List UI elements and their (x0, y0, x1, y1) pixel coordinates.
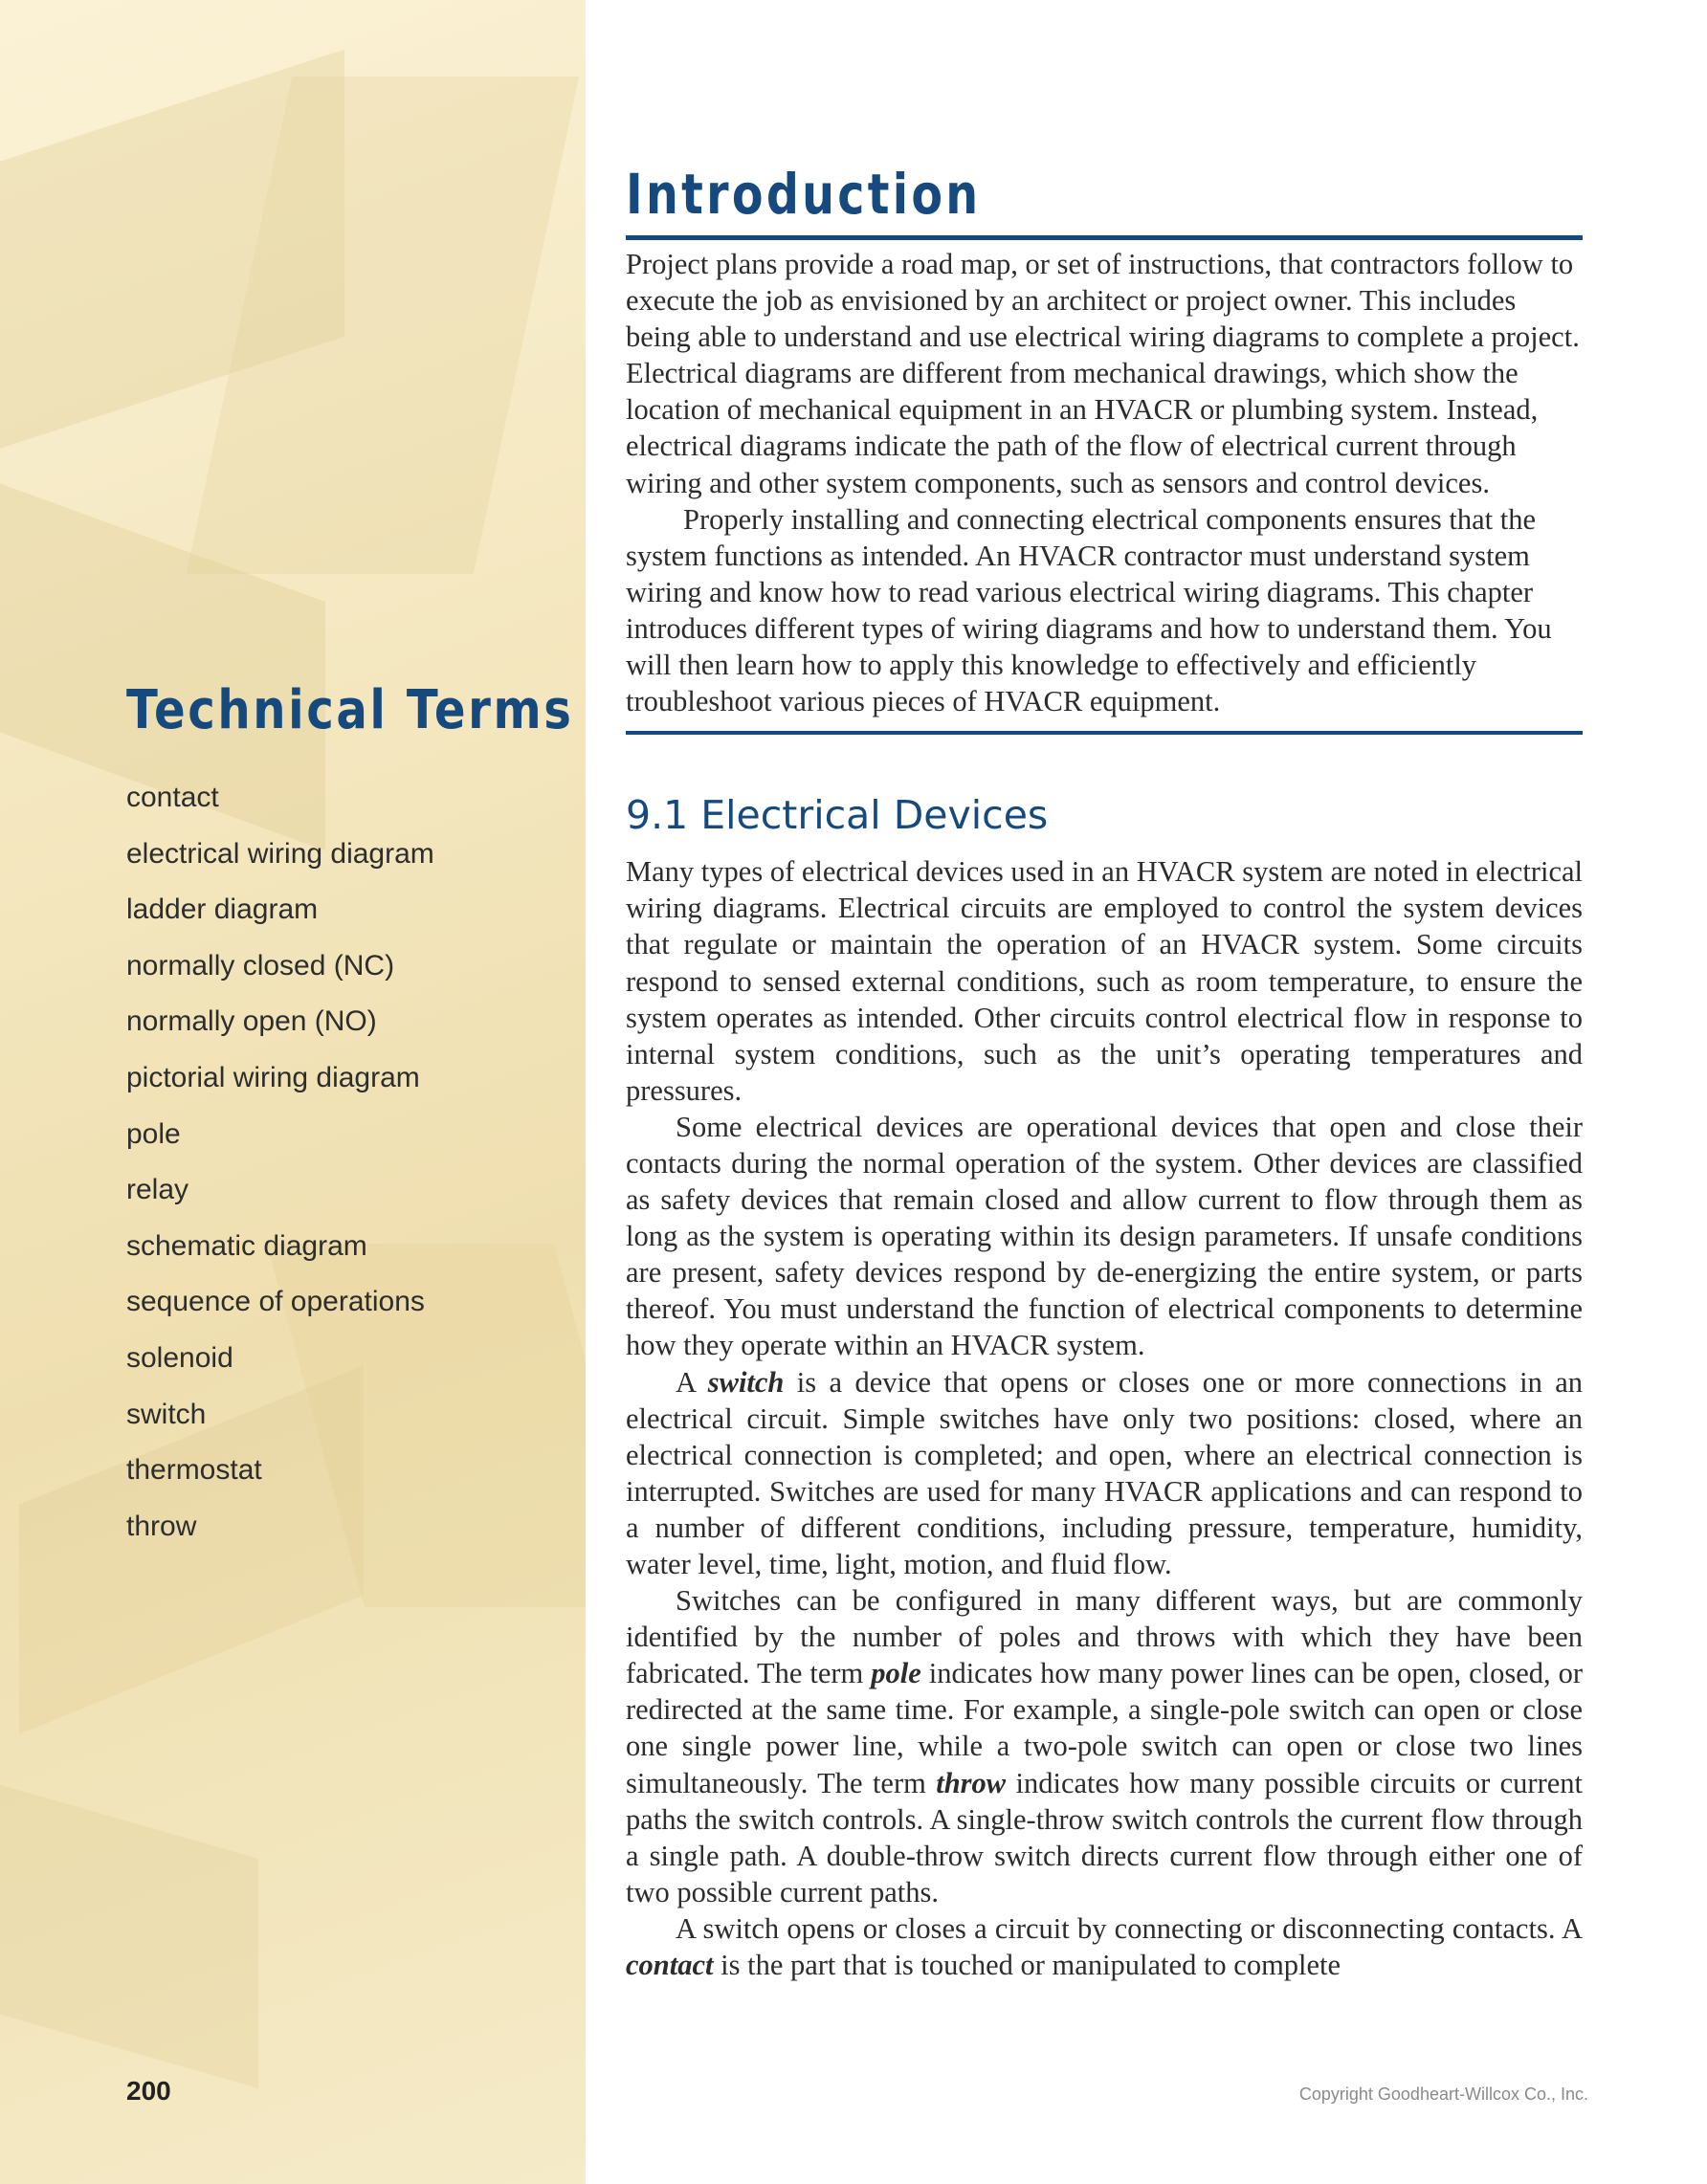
term-item: schematic diagram (126, 1229, 367, 1262)
body-paragraph (626, 1910, 1583, 1983)
introduction-heading: Introduction (626, 162, 982, 227)
introduction-bottom-divider (626, 731, 1583, 735)
body-paragraph: Some electrical devices are operational devices that open and close their contacts during the normal operation of the system. Other devices are classified as safety devices that remain closed and allow current to flow through them as long as the system is operating within its design parameters. If unsafe conditions are present, safety devices respond by de-energizing the entire system, or parts thereof. You must understand the function of electrical components to determine how they operate within an HVACR system. (626, 1110, 1583, 1362)
paragraph-text: Switches can be configured in many different ways, but are commonly identified by the number of poles and throws with which they have been fabricated. The term (626, 1584, 1583, 1690)
key-term-pole: pole (871, 1657, 921, 1690)
paragraph-text: A (676, 1365, 708, 1399)
section-heading: 9.1 Electrical Devices (626, 792, 1049, 839)
term-item: solenoid (126, 1341, 233, 1374)
term-item: contact (126, 782, 219, 813)
introduction-body (626, 240, 1583, 719)
paragraph-text: is a device that opens or closes one or more connections in an electrical circuit. Simple switches have only two positions: closed, where an electrical connection is completed; and open, where an electrical connection is interrupted. Switches are used for many HVACR applications and can respond to a number of different conditions, including pressure, temperature, humidity, water level, time, light, motion, and fluid flow. (626, 1365, 1584, 1580)
body-paragraph (626, 1364, 1583, 1583)
body-paragraph (626, 1582, 1583, 1910)
sidebar-panel (0, 0, 586, 2184)
technical-terms-list (126, 781, 434, 1565)
term-item: pictorial wiring diagram (126, 1061, 420, 1093)
background-photo-shape (0, 1776, 258, 2088)
section-body (626, 853, 1583, 1983)
body-paragraph: Many types of electrical devices used in an HVACR system are noted in electrical wiring diagrams. Electrical circuits are employed to control the system devices that regulate or maintain the operation of an HVACR system. Some circuits respond to sensed external conditions, such as room temperature, to ensure the system operates as intended. Other circuits control electrical flow in response to internal system conditions, such as the unit’s operating temperatures and pressures. (626, 855, 1583, 1107)
term-item: relay (126, 1174, 189, 1206)
term-item: ladder diagram (126, 893, 319, 926)
term-item: throw (126, 1510, 197, 1542)
term-item: pole (126, 1117, 181, 1150)
term-item: sequence of operations (126, 1286, 425, 1318)
term-item: electrical wiring diagram (126, 837, 434, 870)
paragraph-text: A switch opens or closes a circuit by connecting or disconnecting contacts. A (676, 1911, 1583, 1945)
introduction-paragraph: Project plans provide a road map, or set of instructions, that contractors follow to execute the job as envisioned by an architect or project owner. This includes being able to understand and use electrical wiring diagrams to complete a project. Electrical diagrams are different from mechanical drawings, which show the location of mechanical equipment in an HVACR or plumbing system. Instead, electrical diagrams indicate the path of the flow of electrical current through wiring and other system components, such as sensors and control devices. (626, 248, 1580, 499)
technical-terms-heading: Technical Terms (126, 679, 574, 741)
key-term-contact: contact (626, 1949, 714, 1982)
key-term-throw: throw (936, 1766, 1007, 1799)
main-content (626, 153, 1583, 1983)
copyright-notice: Copyright Goodheart-Willcox Co., Inc. (1298, 2085, 1588, 2104)
term-item: switch (126, 1398, 207, 1430)
introduction-paragraph: Properly installing and connecting electrical components ensures that the system functions as intended. An HVACR contractor must understand system wiring and know how to read various electrical wiring diagrams. This chapter introduces different types of wiring diagrams and how to understand them. You will then learn how to apply this knowledge to effectively and efficiently troubleshoot various pieces of HVACR equipment. (626, 502, 1552, 718)
page-number: 200 (126, 2076, 171, 2106)
key-term-switch: switch (707, 1365, 785, 1399)
paragraph-text: is the part that is touched or manipulated to complete (713, 1949, 1341, 1982)
term-item: normally closed (NC) (126, 949, 395, 982)
paragraph-text: indicates how many possible circuits or current paths the switch controls. A single-throw switch controls the current flow through a single path. A double-throw switch directs current flow through either one of two possible current paths. (626, 1766, 1583, 1908)
term-item: thermostat (126, 1454, 262, 1487)
paragraph-text: indicates how many power lines can be open, closed, or redirected at the same time. For example, a single-pole switch can open or close one single power line, while a two-pole switch can open or close two lines simultaneously. The term (626, 1657, 1583, 1799)
term-item: normally open (NO) (126, 1005, 377, 1038)
